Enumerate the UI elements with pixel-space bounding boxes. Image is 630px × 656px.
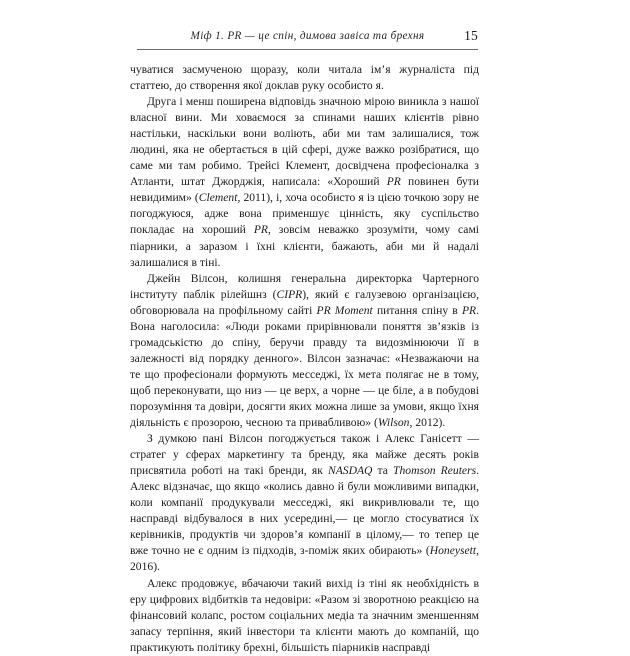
cited-term: NASDAQ <box>327 464 373 478</box>
running-head <box>137 30 478 42</box>
running-head-title: Міф 1. PR — це спін, димова завіса та брехня <box>190 30 425 42</box>
cited-term: PR <box>253 223 268 237</box>
body-text-block <box>130 62 479 656</box>
header-rule <box>137 49 478 50</box>
para-4: З думкою пані Вілсон погоджується також і Алекс Ганісетт — стратег у сферах маркетингу та бренду, яка майже десять років присвятила роботі на такі бренди, як NASDAQ та Thomson Reuters. Алекс відзначає, що якщо «колись давно й були можливими випадки, коли компанії продукували месседжі, які викривлювали те, що насправді відбувалося в них усередині,— це могло стосуватися їх керівників, продуктів чи здоров’я компанії в цілому,— то тепер це вже точно не є одним із підходів, з-поміж яких обирають» (Honeysett, 2016). <box>130 432 479 574</box>
cited-term: Wilson <box>377 416 410 430</box>
cited-term: Clement <box>198 191 238 205</box>
page-number: 15 <box>464 28 478 43</box>
cited-term: PR <box>386 175 401 189</box>
cited-term: CIPR <box>276 287 303 301</box>
cited-term: PR Moment <box>316 303 373 317</box>
para-2: Друга і менш поширена відповідь значною мірою виникла з нашої власної вини. Ми ховаємося за спинами наших клієнтів рівно настільки, наскільки вони воліють, аби ми там залишалися, тож людині, яка не обертається в цій сфері, дуже важко розібратися, що саме ми там робимо. Трейсі Клемент, досвідчена професіоналка з Атланти, штат Джорджія, написала: «Хороший PR повинен бути невидимим» (Clement, 2011), і, хоча особисто я із цією точкою зору не погоджуюся, адже вона применшує цінність, яку суспільство покладає на хороший PR, зовсім неважко зрозуміти, чому самі піарники, а заразом і їхні клієнти, бажають, аби ми й надалі залишалися в тіні. <box>130 95 480 269</box>
cited-term: Honeysett <box>429 544 477 558</box>
para-continued-1: чуватися засмученою щоразу, коли читала ім’я журналіста під статтею, до створення якої доклав руку особисто я. <box>130 63 479 93</box>
para-3: Джейн Вілсон, колишня генеральна директорка Чартерного інституту паблік рілейшнз (CIPR), який є галузевою організацією, обговорювала на профільному сайті PR Moment питання спіну в PR. Вона наголосила: «Люди роками прирівнювали поняття зв’язків із громадськістю до спіну, беручи правду та видозмінюючи її в залежності від порядку денного». Вілсон зазначає: «Незважаючи на те що професіонали формують месседжі, їх мета полягає не в тому, щоб переконувати, що низ — це верх, а чорне — це біле, а в побудові порозуміння та довіри, досягти яких можна лише за умови, якщо їхня діяльність є прозорою, чесною та привабливою» (Wilson, 2012). <box>130 271 480 430</box>
cited-term: Thomson Reuters <box>393 464 477 478</box>
cited-term: PR <box>461 303 477 317</box>
para-5: Алекс продовжує, вбачаючи такий вихід із тіні як необхідність в еру цифрових відбитків та недовіри: «Разом зі зворотною реакцією на фінансовий колапс, ростом соціальних медіа та значним зменшенням запасу терпіння, який інвестори та клієнти мають до компаній, що практикують політику брехні, більшість піарників насправді <box>130 576 479 654</box>
